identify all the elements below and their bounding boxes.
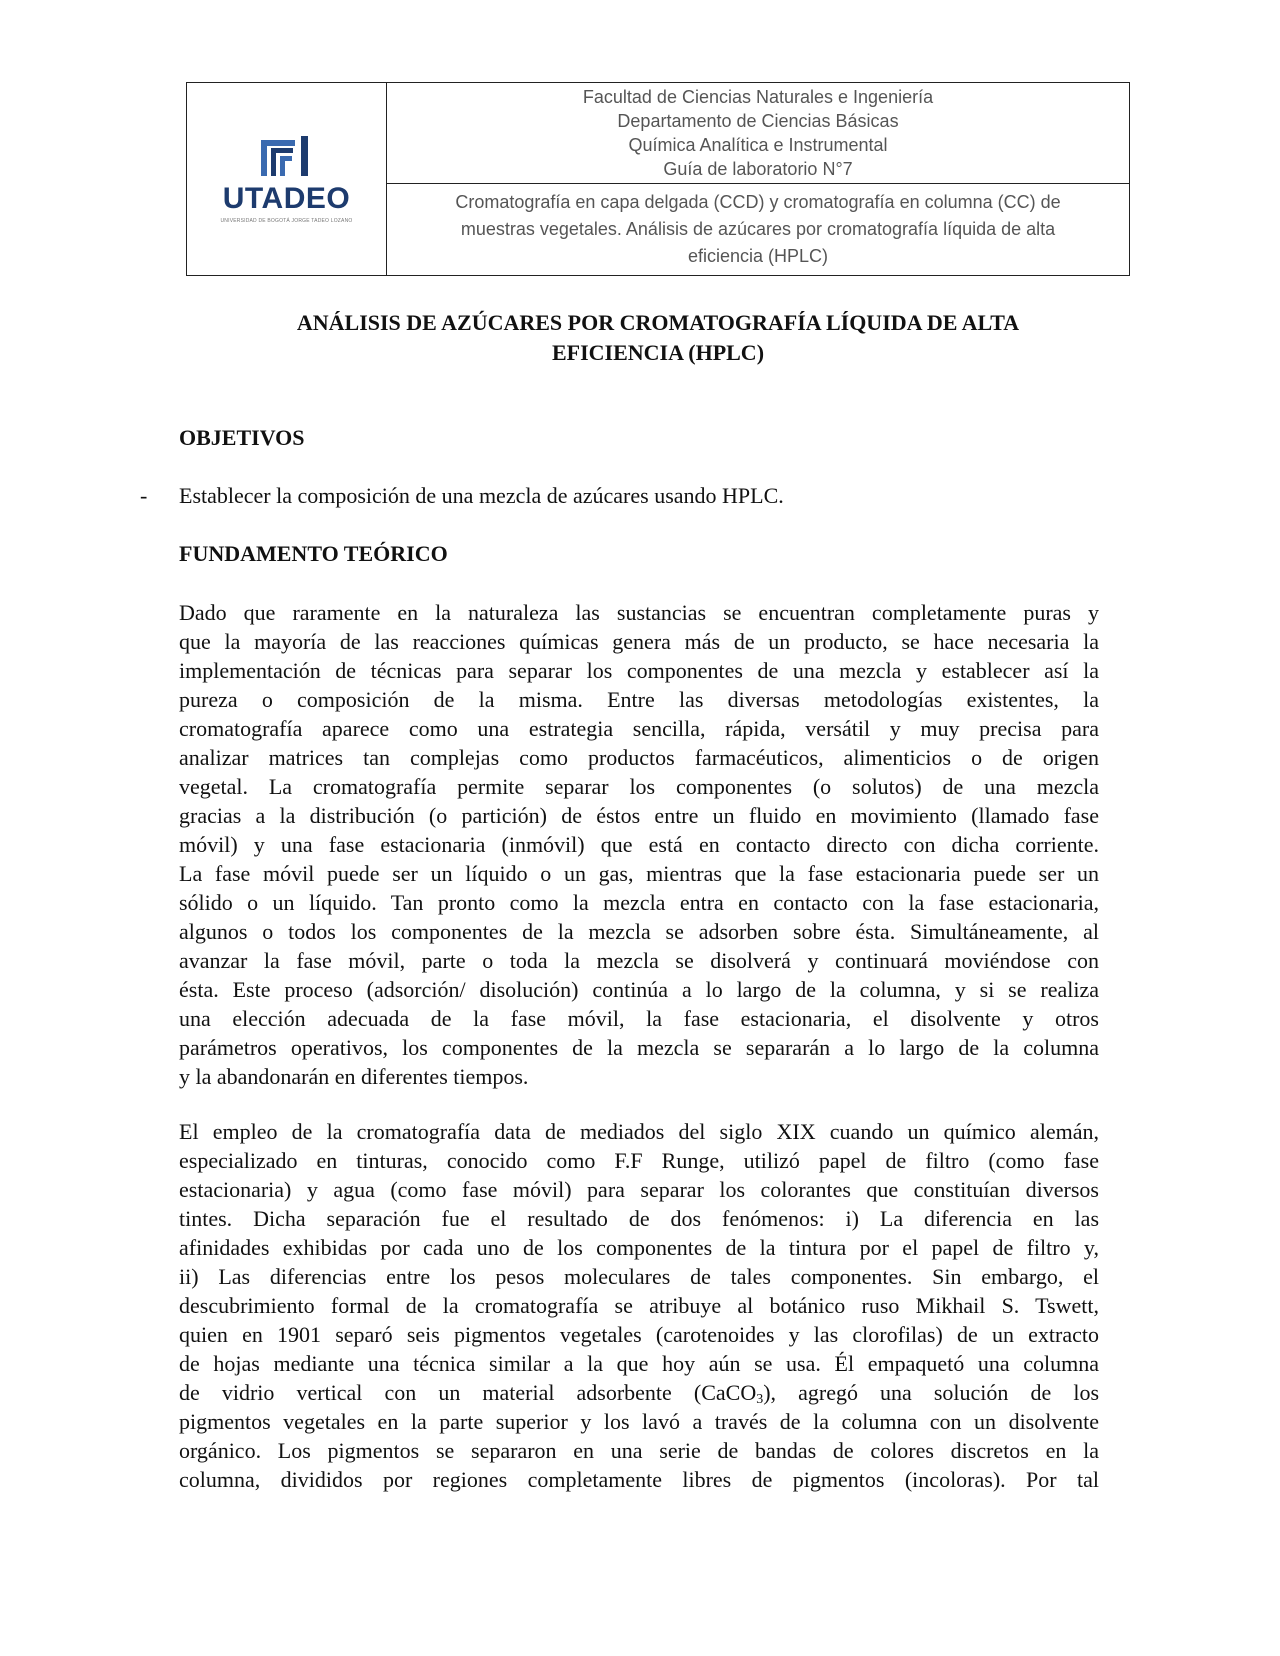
guide-title-line: Cromatografía en capa delgada (CCD) y cromatografía en columna (CC) de (455, 192, 1061, 212)
paragraph-line: ésta. Este proceso (adsorción/ disolución) continúa a lo largo de la columna, y si se realiza (179, 977, 1099, 1002)
document-title (186, 308, 1130, 368)
paragraph-line: una elección adecuada de la fase móvil, la fase estacionaria, el disolvente y otros (179, 1006, 1099, 1031)
guide-title-line: muestras vegetales. Análisis de azúcares por cromatografía líquida de alta (460, 219, 1056, 239)
guide-title-block (387, 184, 1129, 275)
header-info-cell (387, 83, 1129, 275)
paragraph-line: gracias a la distribución (o partición) de éstos entre un fluido en movimiento (llamado fase (179, 803, 1099, 828)
paragraph-line: vegetal. La cromatografía permite separar los componentes (o solutos) de una mezcla (179, 774, 1099, 799)
paragraph-line: Dado que raramente en la naturaleza las sustancias se encuentran completamente puras y (179, 600, 1099, 625)
paragraph-line: y la abandonarán en diferentes tiempos. (179, 1064, 529, 1089)
title-line: EFICIENCIA (HPLC) (551, 340, 765, 365)
paragraph-line: sólido o un líquido. Tan pronto como la mezcla entra en contacto con la fase estacionaria, (179, 890, 1099, 915)
paragraph-line: La fase móvil puede ser un líquido o un gas, mientras que la fase estacionaria puede ser un (179, 861, 1099, 886)
course-line: Química Analítica e Instrumental (628, 135, 888, 155)
paragraph-line: El empleo de la cromatografía data de mediados del siglo XIX cuando un químico alemán, (179, 1119, 1099, 1144)
paragraph-line: estacionaria) y agua (como fase móvil) para separar los colorantes que constituían diversos (179, 1177, 1099, 1202)
paragraph-line: descubrimiento formal de la cromatografía se atribuye al botánico ruso Mikhail S. Tswett, (179, 1293, 1099, 1318)
paragraph-line: orgánico. Los pigmentos se separaron en una serie de bandas de colores discretos en la (179, 1438, 1099, 1463)
paragraph-1 (179, 598, 1099, 1091)
formula-prefix: de vidrio vertical con un material adsorbente (CaCO (179, 1380, 757, 1405)
objective-item: Establecer la composición de una mezcla de azúcares usando HPLC. (179, 483, 784, 508)
objectives-heading: OBJETIVOS (179, 425, 305, 450)
paragraph-line: avanzar la fase móvil, parte o toda la mezcla se disolverá y continuará moviéndose con (179, 948, 1099, 973)
header-table (186, 82, 1130, 276)
paragraph-line-with-formula (179, 1378, 1099, 1407)
formula-suffix: ), agregó una solución de los (763, 1380, 1099, 1405)
faculty-line: Facultad de Ciencias Naturales e Ingeniería (582, 87, 934, 107)
formula-subscript: 3 (756, 1392, 764, 1407)
utadeo-logo-icon (257, 134, 317, 180)
guide-number-line: Guía de laboratorio N°7 (663, 159, 853, 179)
bullet-marker: - (140, 483, 148, 508)
paragraph-line: quien en 1901 separó seis pigmentos vegetales (carotenoides y las clorofilas) de un extracto (179, 1322, 1099, 1347)
logo-tagline: UNIVERSIDAD DE BOGOTÁ JORGE TADEO LOZANO (220, 218, 353, 224)
paragraph-line: algunos o todos los componentes de la mezcla se adsorben sobre ésta. Simultáneamente, al (179, 919, 1099, 944)
paragraph-line: que la mayoría de las reacciones químicas genera más de un producto, se hace necesaria la (179, 629, 1099, 654)
institution-block (387, 83, 1129, 184)
logo-wordmark: UTADEO (222, 182, 351, 215)
paragraph-line: pureza o composición de la misma. Entre las diversas metodologías existentes, la (179, 687, 1099, 712)
theory-heading: FUNDAMENTO TEÓRICO (179, 541, 448, 566)
paragraph-line: ii) Las diferencias entre los pesos moleculares de tales componentes. Sin embargo, el (179, 1264, 1099, 1289)
paragraph-line: implementación de técnicas para separar los componentes de una mezcla y establecer así la (179, 658, 1099, 683)
paragraph-line: parámetros operativos, los componentes de la mezcla se separarán a lo largo de la columna (179, 1035, 1099, 1060)
paragraph-line: tintes. Dicha separación fue el resultado de dos fenómenos: i) La diferencia en las (179, 1206, 1099, 1231)
paragraph-line: móvil) y una fase estacionaria (inmóvil) que está en contacto directo con dicha corriente. (179, 832, 1099, 857)
paragraph-line: analizar matrices tan complejas como productos farmacéuticos, alimenticios o de origen (179, 745, 1099, 770)
paragraph-line: de hojas mediante una técnica similar a la que hoy aún se usa. Él empaquetó una columna (179, 1351, 1099, 1376)
paragraph-line: especializado en tinturas, conocido como F.F Runge, utilizó papel de filtro (como fase (179, 1148, 1099, 1173)
paragraph-line: cromatografía aparece como una estrategia sencilla, rápida, versátil y muy precisa para (179, 716, 1099, 741)
guide-title-line: eficiencia (HPLC) (687, 246, 829, 266)
paragraph-line: pigmentos vegetales en la parte superior y los lavó a través de la columna con un disolvente (179, 1409, 1099, 1434)
paragraph-line: afinidades exhibidas por cada uno de los componentes de la tintura por el papel de filtro y, (179, 1235, 1099, 1260)
title-line: ANÁLISIS DE AZÚCARES POR CROMATOGRAFÍA LÍQUIDA DE ALTA (296, 310, 1020, 335)
logo-cell (187, 83, 387, 275)
paragraph-line: columna, divididos por regiones completamente libres de pigmentos (incoloras). Por tal (179, 1467, 1099, 1492)
department-line: Departamento de Ciencias Básicas (617, 111, 899, 131)
paragraph-2 (179, 1117, 1099, 1494)
